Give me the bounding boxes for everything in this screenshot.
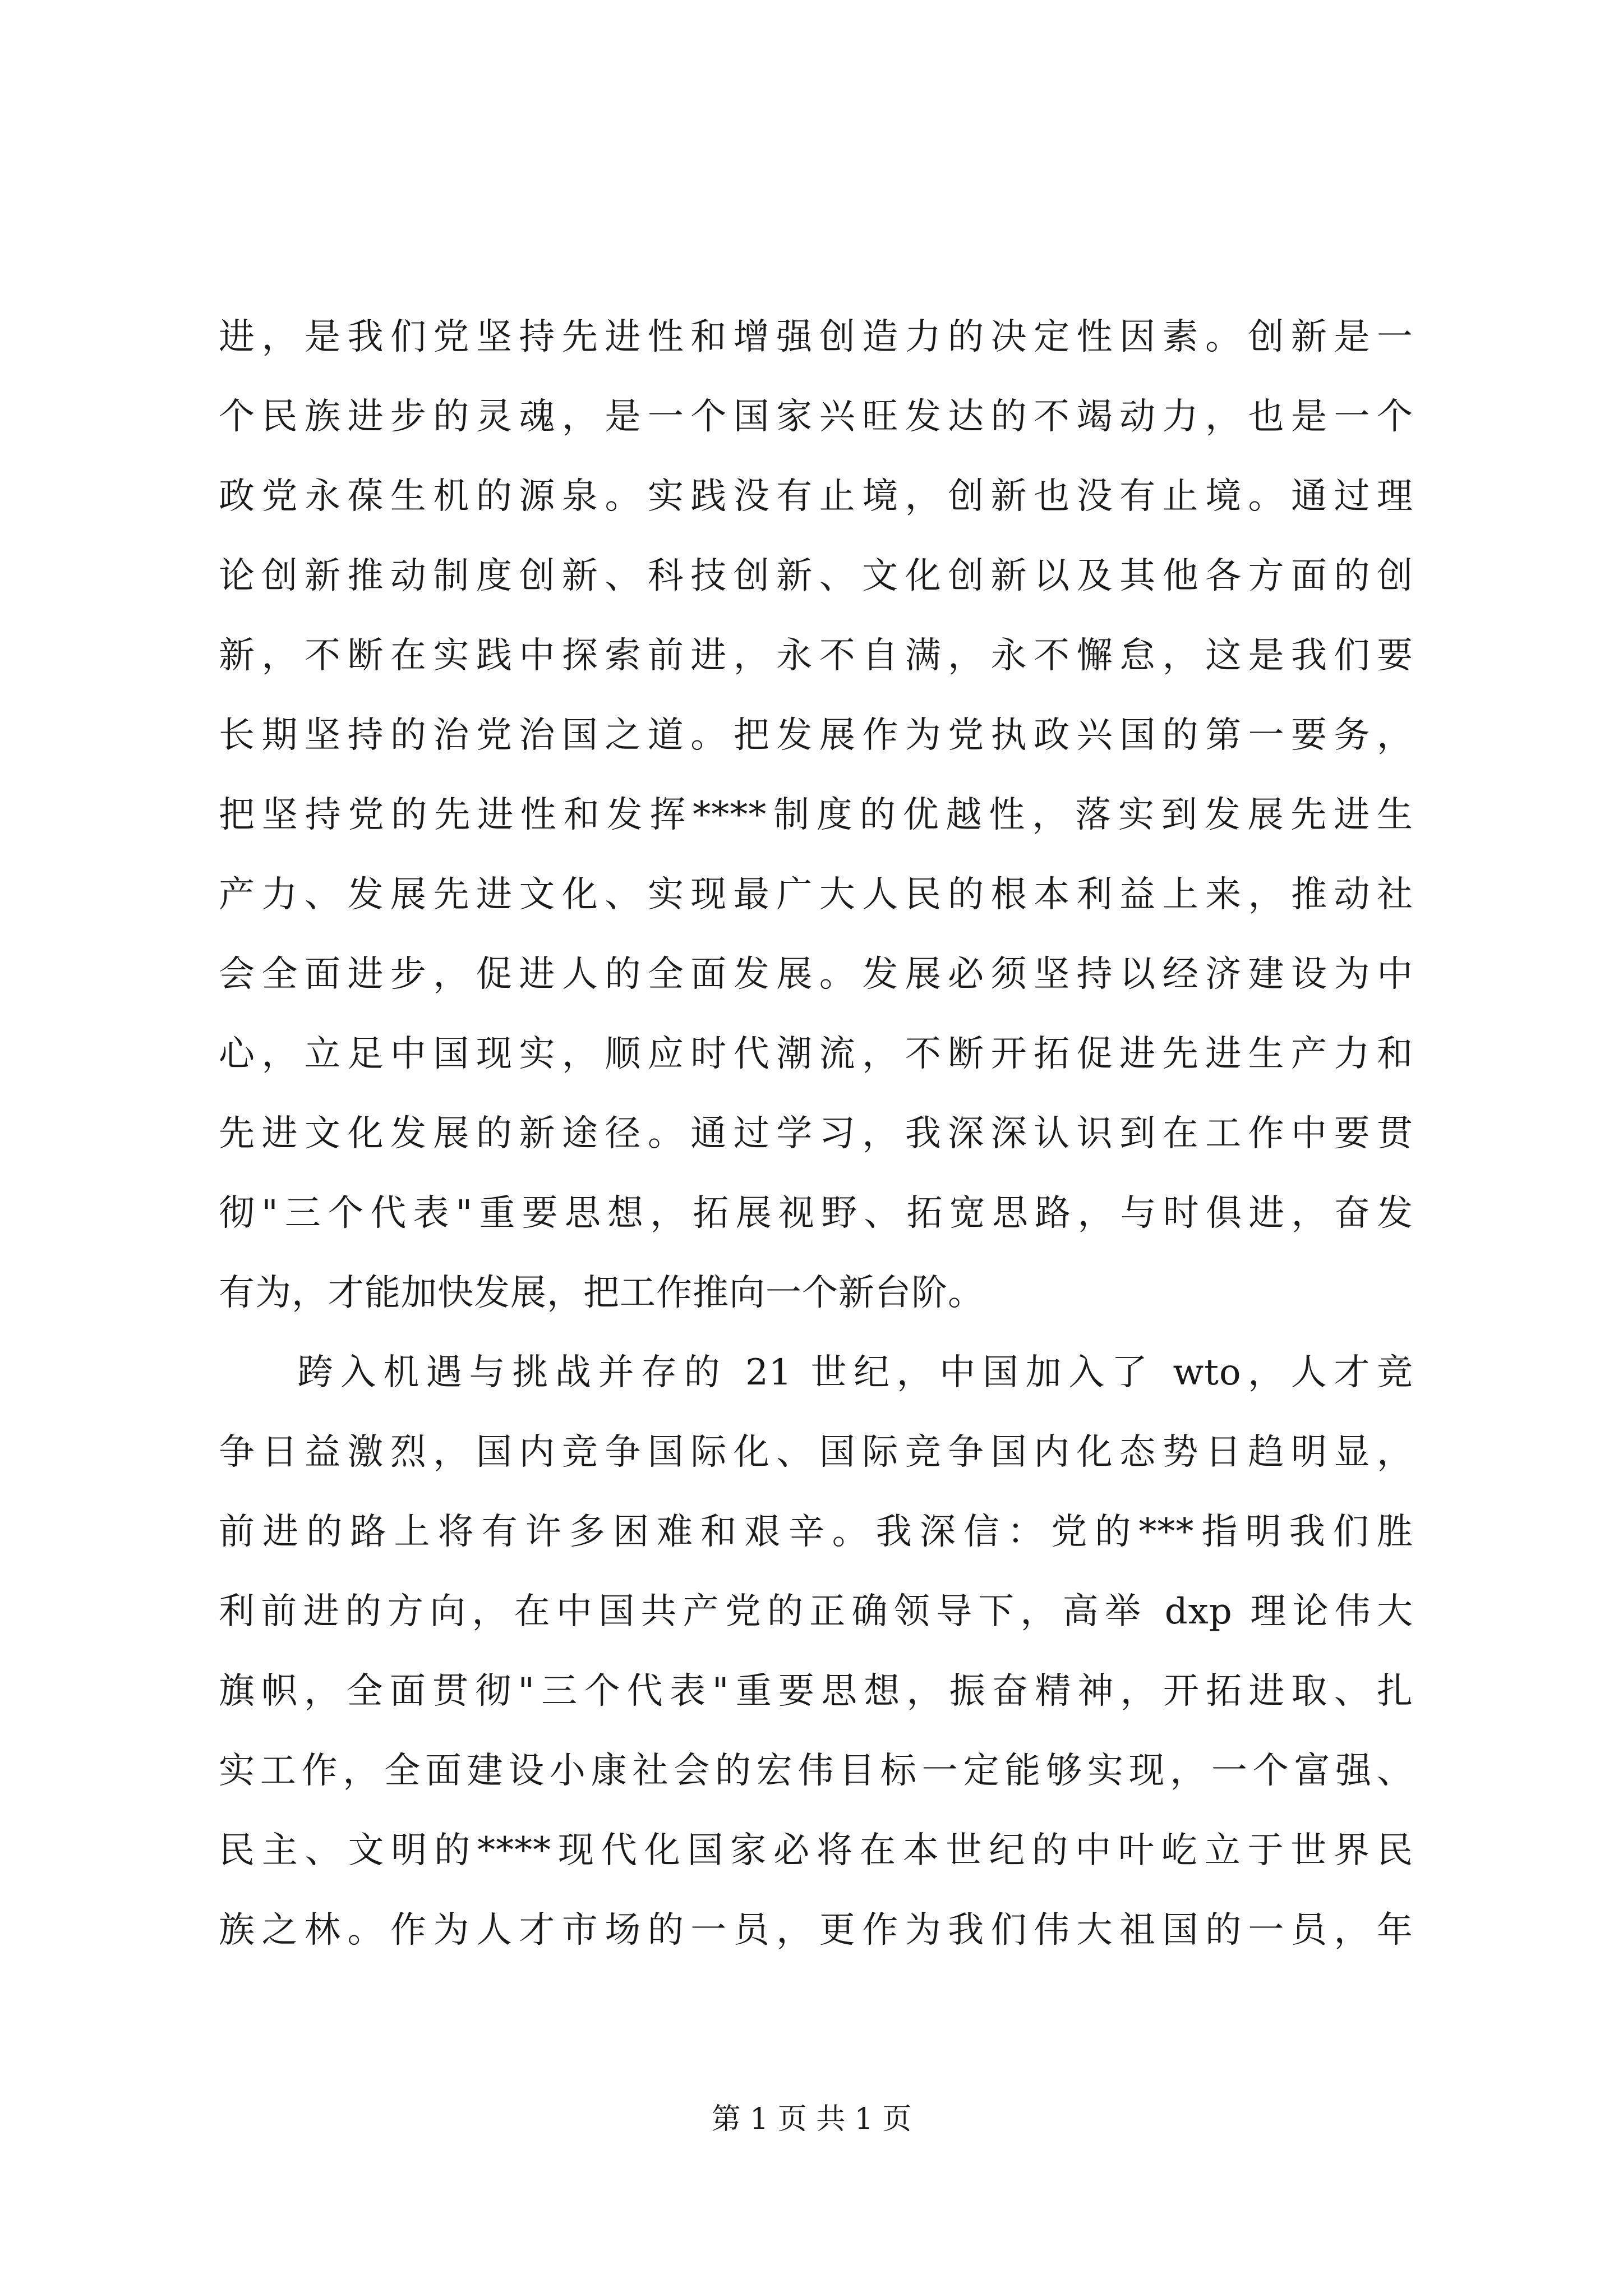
text-line: 心，立足中国现实，顺应时代潮流，不断开拓促进先进生产力和: [219, 1033, 1413, 1075]
text-line: 族之林。作为人才市场的一员，更作为我们伟大祖国的一员，年: [219, 1910, 1413, 1951]
text-line: 民主、文明的****现代化国家必将在本世纪的中叶屹立于世界民: [219, 1830, 1413, 1871]
text-line: 个民族进步的灵魂，是一个国家兴旺发达的不竭动力，也是一个: [219, 396, 1413, 438]
text-line: 产力、发展先进文化、实现最广大人民的根本利益上来，推动社: [219, 874, 1413, 915]
text-line: 利前进的方向，在中国共产党的正确领导下，高举 dxp 理论伟大: [219, 1591, 1413, 1632]
text-line: 新，不断在实践中探索前进，永不自满，永不懈怠，这是我们要: [219, 635, 1413, 677]
text-line: 实工作，全面建设小康社会的宏伟目标一定能够实现，一个富强、: [219, 1750, 1413, 1792]
page-number-label: 第 1 页 共 1 页: [711, 2102, 912, 2136]
text-line: 把坚持党的先进性和发挥****制度的优越性，落实到发展先进生: [219, 794, 1413, 836]
text-line: 彻"三个代表"重要思想，拓展视野、拓宽思路，与时俱进，奋发: [219, 1193, 1413, 1234]
text-line: 长期坚持的治党治国之道。把发展作为党执政兴国的第一要务，: [219, 715, 1413, 756]
text-line: 争日益激烈，国内竞争国际化、国际竞争国内化态势日趋明显，: [219, 1432, 1413, 1473]
text-line: 进，是我们党坚持先进性和增强创造力的决定性因素。创新是一: [219, 316, 1413, 358]
page-footer: [0, 2102, 1623, 2136]
text-line: 跨入机遇与挑战并存的 21 世纪，中国加入了 wto，人才竞: [297, 1352, 1413, 1393]
paragraph-1: [219, 297, 1413, 1333]
text-line: 会全面进步，促进人的全面发展。发展必须坚持以经济建设为中: [219, 954, 1413, 995]
text-line: 有为，才能加快发展，把工作推向一个新台阶。: [219, 1272, 984, 1314]
text-line: 论创新推动制度创新、科技创新、文化创新以及其他各方面的创: [219, 555, 1413, 597]
document-body: [219, 297, 1413, 1970]
text-line: 政党永葆生机的源泉。实践没有止境，创新也没有止境。通过理: [219, 476, 1413, 517]
text-line: 前进的路上将有许多困难和艰辛。我深信：党的***指明我们胜: [219, 1511, 1413, 1553]
text-line: 旗帜，全面贯彻"三个代表"重要思想，振奋精神，开拓进取、扎: [219, 1671, 1413, 1712]
paragraph-2: [219, 1333, 1413, 1970]
text-line: 先进文化发展的新途径。通过学习，我深深认识到在工作中要贯: [219, 1113, 1413, 1154]
